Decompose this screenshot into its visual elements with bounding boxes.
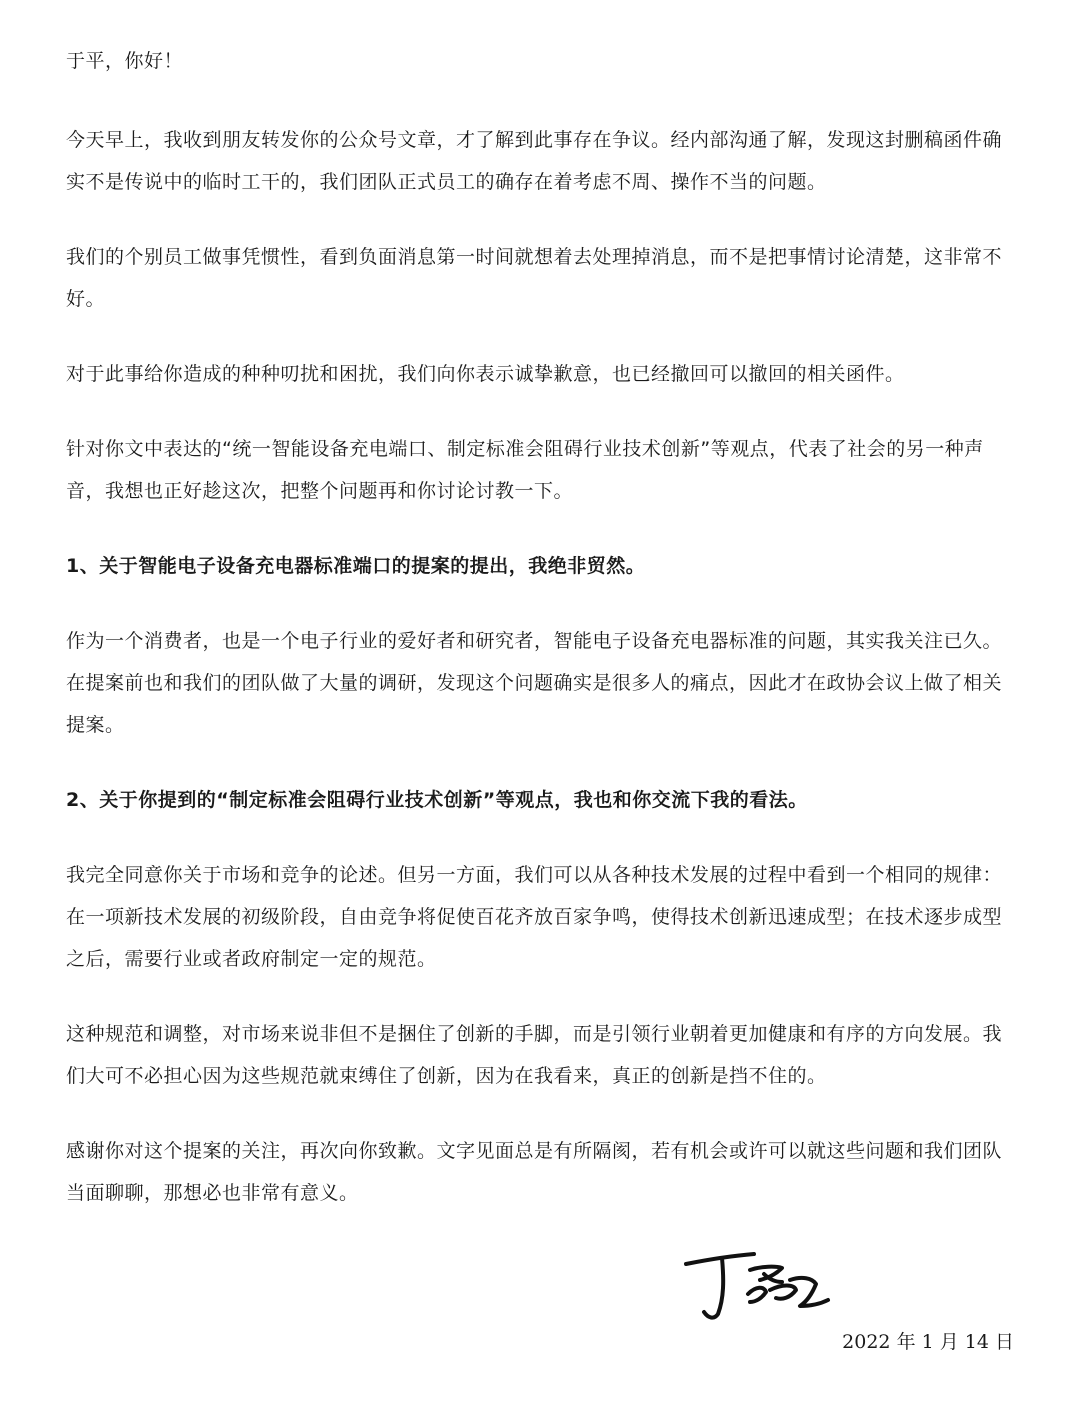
- paragraph-1: 今天早上，我收到朋友转发你的公众号文章，才了解到此事存在争议。经内部沟通了解，发现这封删稿函件确实不是传说中的临时工干的，我们团队正式员工的确存在着考虑不周、操作不当的问题。: [66, 129, 1003, 193]
- section-heading-2: 2、关于你提到的“制定标准会阻碍行业技术创新”等观点，我也和你交流下我的看法。: [66, 789, 808, 811]
- greeting: 于平，你好！: [66, 50, 184, 72]
- handwritten-signature: [678, 1240, 838, 1330]
- paragraph-4: 针对你文中表达的“统一智能设备充电端口、制定标准会阻碍行业技术创新”等观点，代表了社会的另一种声音，我想也正好趁这次，把整个问题再和你讨论讨教一下。: [66, 438, 984, 502]
- section-2-paragraph-2: 这种规范和调整，对市场来说非但不是捆住了创新的手脚，而是引领行业朝着更加健康和有序的方向发展。我们大可不必担心因为这些规范就束缚住了创新，因为在我看来，真正的创新是挡不住的。: [66, 1023, 1003, 1087]
- paragraph-3: 对于此事给你造成的种种叨扰和困扰，我们向你表示诚挚歉意，也已经撤回可以撤回的相关函件。: [66, 363, 905, 385]
- section-heading-1: 1、关于智能电子设备充电器标准端口的提案的提出，我绝非贸然。: [66, 555, 646, 577]
- letter-body: [66, 40, 1018, 1247]
- paragraph-2: 我们的个别员工做事凭惯性，看到负面消息第一时间就想着去处理掉消息，而不是把事情讨论清楚，这非常不好。: [66, 246, 1003, 310]
- closing-paragraph: 感谢你对这个提案的关注，再次向你致歉。文字见面总是有所隔阂，若有机会或许可以就这些问题和我们团队当面聊聊，那想必也非常有意义。: [66, 1140, 1003, 1204]
- letter-date: 2022 年 1 月 14 日: [842, 1331, 1014, 1353]
- section-2-paragraph-1: 我完全同意你关于市场和竞争的论述。但另一方面，我们可以从各种技术发展的过程中看到一个相同的规律：在一项新技术发展的初级阶段，自由竞争将促使百花齐放百家争鸣，使得技术创新迅速成型；在技术逐步成型之后，需要行业或者政府制定一定的规范。: [66, 864, 1003, 970]
- section-1-paragraph: 作为一个消费者，也是一个电子行业的爱好者和研究者，智能电子设备充电器标准的问题，其实我关注已久。在提案前也和我们的团队做了大量的调研，发现这个问题确实是很多人的痛点，因此才在政协会议上做了相关提案。: [66, 630, 1003, 736]
